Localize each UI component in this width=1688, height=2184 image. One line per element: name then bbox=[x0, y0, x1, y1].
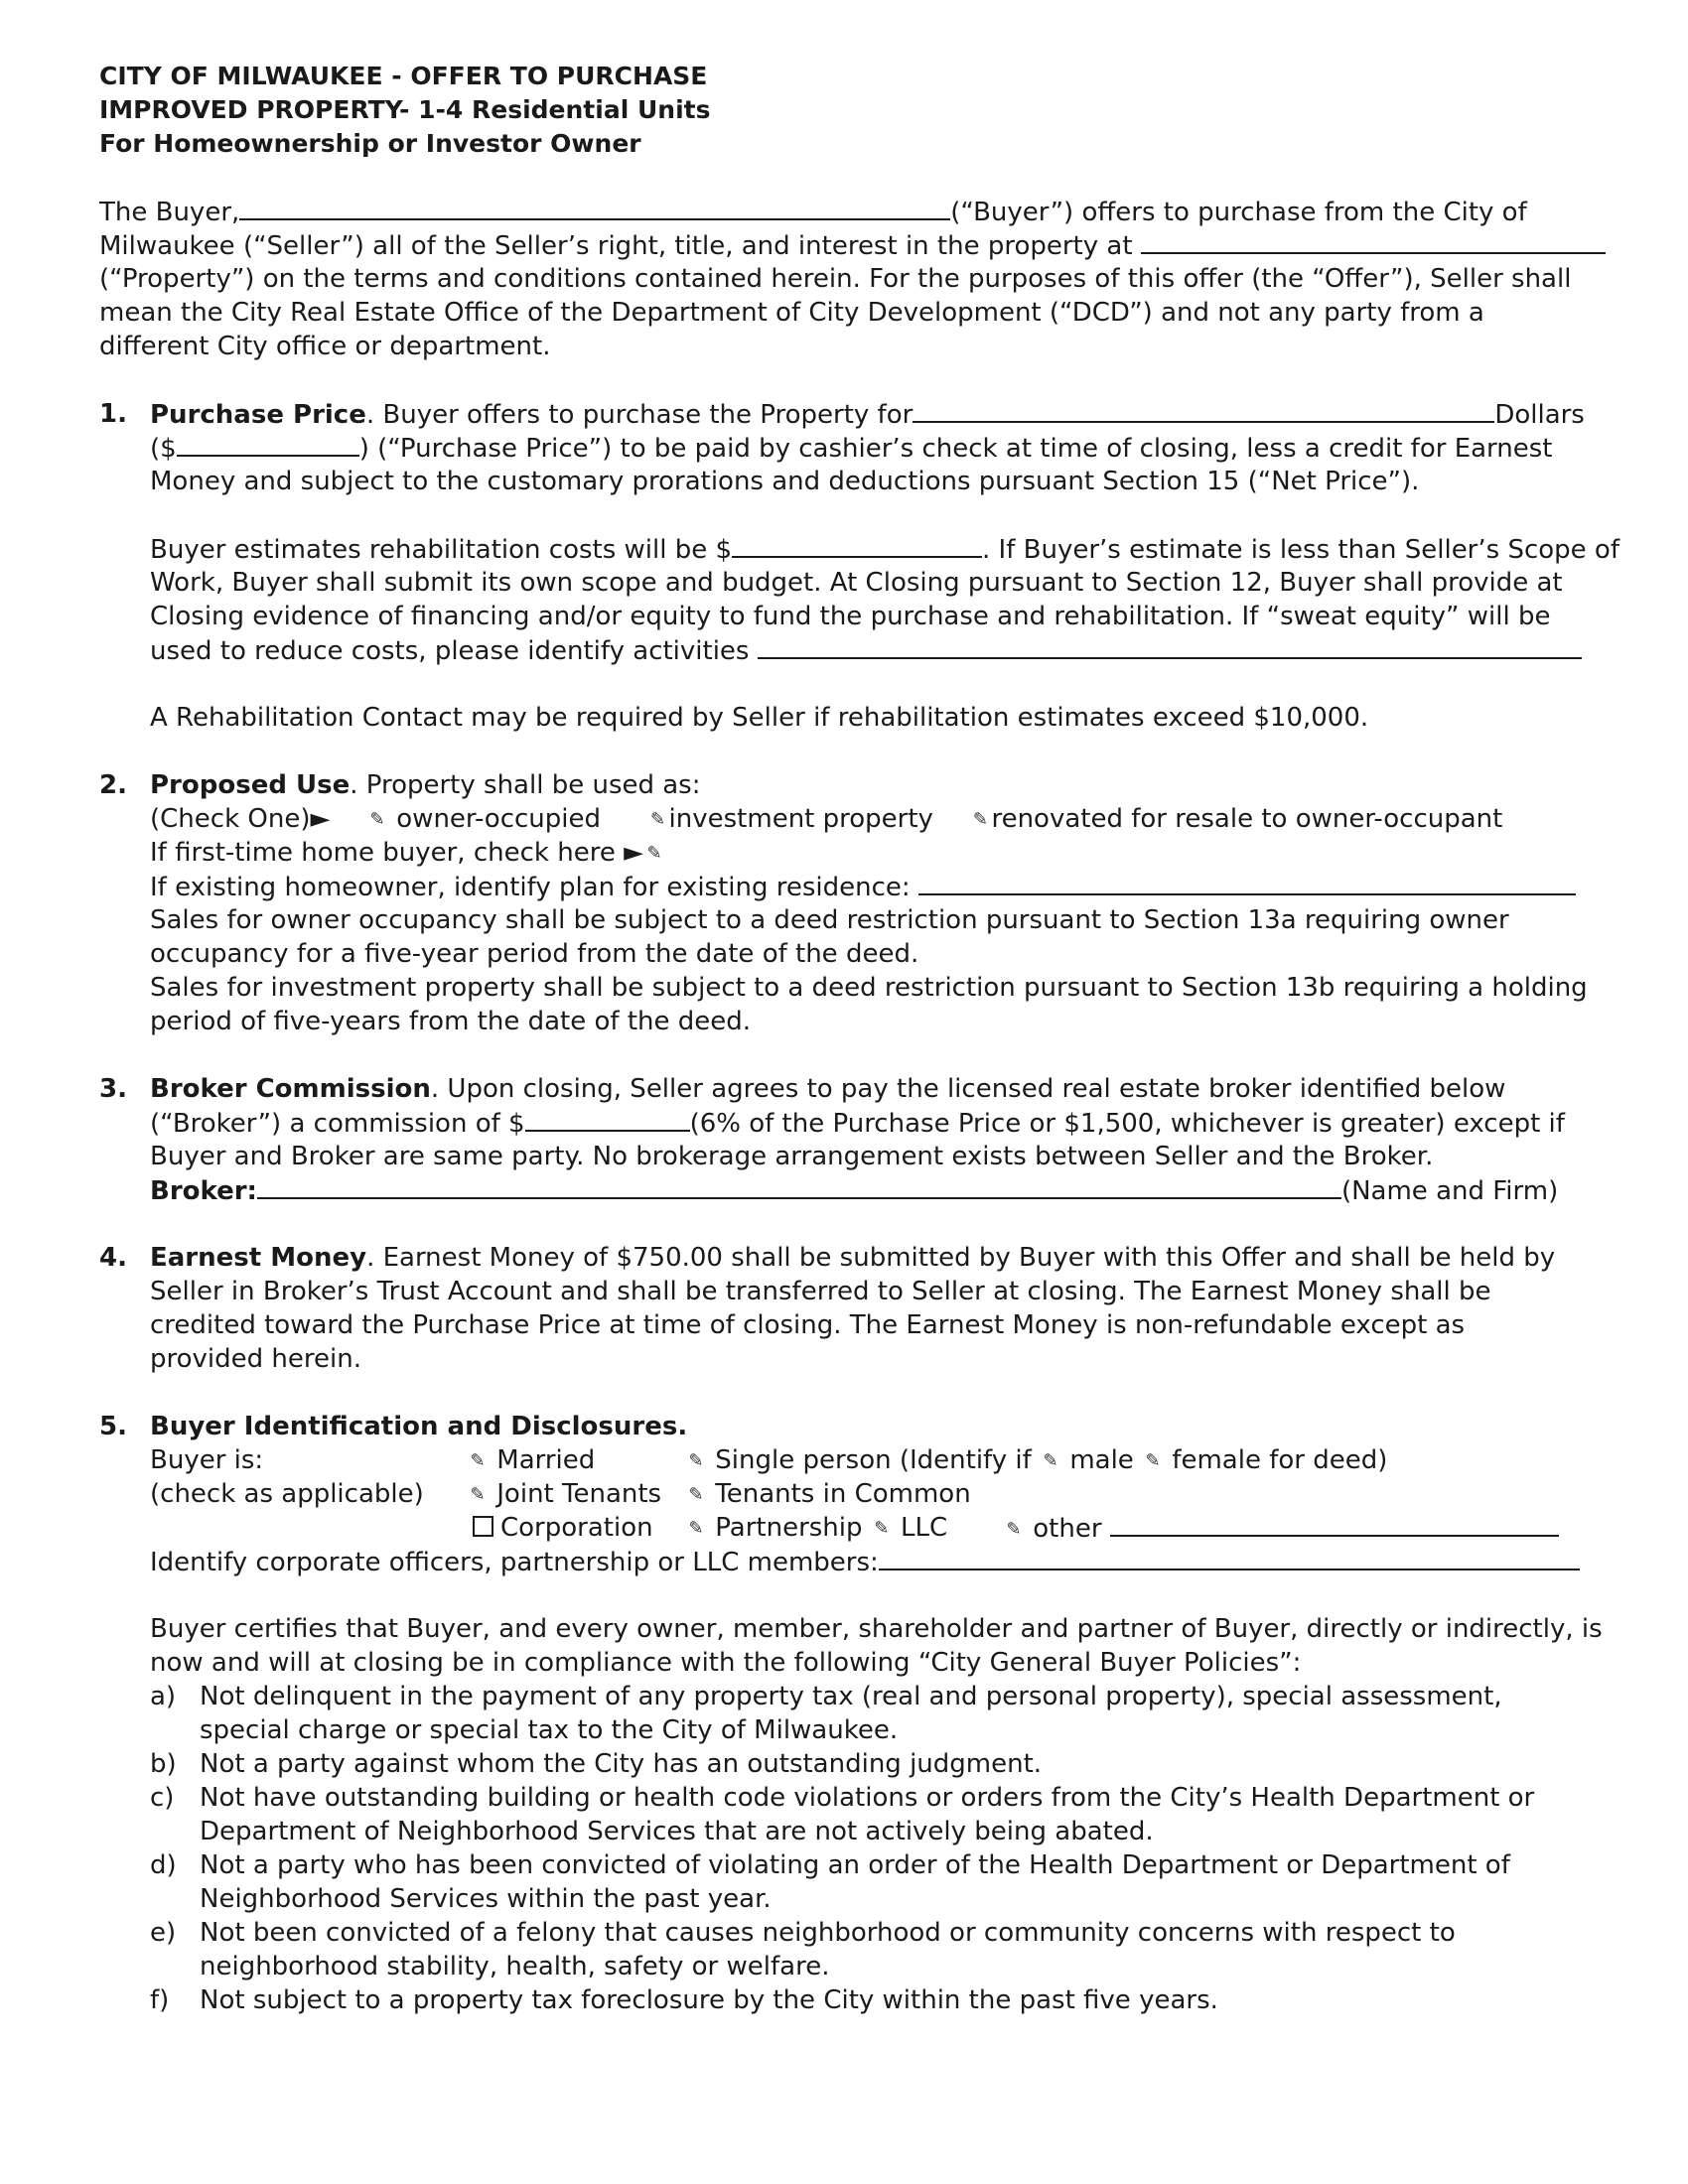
section-number: 3. bbox=[99, 1074, 127, 1104]
s2-first-time: If first-time home buyer, check here ► ✎ bbox=[150, 836, 665, 870]
s1-line-3: Money and subject to the customary prorations and deductions pursuant Section 15 (“Net Price”). bbox=[150, 467, 1420, 496]
list-item-letter: c) bbox=[150, 1783, 175, 1813]
list-item-cont: special charge or special tax to the City of Milwaukee. bbox=[200, 1715, 899, 1745]
list-item: Not have outstanding building or health code violations or orders from the City’s Health Department or bbox=[200, 1783, 1535, 1813]
intro-line-2: Milwaukee (“Seller”) all of the Seller’s right, title, and interest in the property at bbox=[99, 228, 1606, 262]
s4-line-4: provided herein. bbox=[150, 1344, 361, 1374]
s3-line-1: Broker Commission. Upon closing, Seller agrees to pay the licensed real estate broker identified below bbox=[150, 1074, 1506, 1104]
document-page bbox=[99, 60, 1619, 2144]
list-item-cont: Department of Neighborhood Services that are not actively being abated. bbox=[200, 1817, 1154, 1846]
s4-line-1: Earnest Money. Earnest Money of $750.00 shall be submitted by Buyer with this Offer and shall be held by bbox=[150, 1243, 1556, 1273]
s3-line-2: (“Broker”) a commission of $ (6% of the Purchase Price or $1,500, whichever is greater) except if bbox=[150, 1106, 1565, 1140]
s2-line-6: occupancy for a five-year period from the date of the deed. bbox=[150, 939, 919, 969]
s4-line-2: Seller in Broker’s Trust Account and shall be transferred to Seller at closing. The Earnest Money shall be bbox=[150, 1277, 1491, 1306]
checkbox-renovated-resale[interactable]: ✎ bbox=[972, 809, 989, 830]
checkbox-partnership[interactable]: ✎ bbox=[688, 1518, 704, 1539]
list-item: Not subject to a property tax foreclosure by the City within the past five years. bbox=[200, 1985, 1218, 2015]
list-item: Not been convicted of a felony that causes neighborhood or community concerns with respect to bbox=[200, 1918, 1456, 1948]
checkbox-corporation[interactable] bbox=[473, 1516, 493, 1537]
section-title: Proposed Use bbox=[150, 770, 351, 800]
list-item-cont: Neighborhood Services within the past year. bbox=[200, 1884, 772, 1914]
other-entity-field[interactable] bbox=[1110, 1511, 1559, 1537]
section-number: 5. bbox=[99, 1412, 127, 1441]
list-item: Not a party who has been convicted of violating an order of the Health Department or Department of bbox=[200, 1850, 1510, 1880]
existing-residence-plan-field[interactable] bbox=[918, 870, 1576, 895]
s1-p2-line-1: Buyer estimates rehabilitation costs will be $ . If Buyer’s estimate is less than Seller’s Scope of bbox=[150, 532, 1619, 566]
list-item-letter: e) bbox=[150, 1918, 177, 1948]
checkbox-owner-occupied[interactable]: ✎ bbox=[369, 809, 385, 830]
section-title: Purchase Price bbox=[150, 400, 366, 430]
checkbox-single-person[interactable]: ✎ bbox=[688, 1450, 704, 1471]
list-item-cont: neighborhood stability, health, safety or welfare. bbox=[200, 1952, 830, 1981]
section-title: Buyer Identification and Disclosures. bbox=[150, 1412, 688, 1441]
purchase-price-words-field[interactable] bbox=[913, 397, 1494, 423]
property-address-field[interactable] bbox=[1141, 228, 1606, 254]
doc-subtitle: IMPROVED PROPERTY- 1-4 Residential Units bbox=[99, 95, 711, 124]
purchase-price-amount-field[interactable] bbox=[177, 431, 359, 457]
s2-line-8: period of five-years from the date of the deed. bbox=[150, 1007, 752, 1036]
checkbox-tenants-in-common[interactable]: ✎ bbox=[688, 1484, 704, 1505]
checkbox-llc[interactable]: ✎ bbox=[874, 1518, 890, 1539]
list-item-letter: d) bbox=[150, 1850, 177, 1880]
s5-buyer-is: Buyer is: bbox=[150, 1445, 264, 1475]
checkbox-married[interactable]: ✎ bbox=[470, 1450, 486, 1471]
section-number: 4. bbox=[99, 1243, 127, 1273]
officers-members-field[interactable] bbox=[879, 1545, 1580, 1570]
s5-cert-line-1: Buyer certifies that Buyer, and every owner, member, shareholder and partner of Buyer, directly or indirectly, is bbox=[150, 1614, 1603, 1644]
section-title: Broker Commission bbox=[150, 1074, 431, 1104]
section-title: Earnest Money bbox=[150, 1243, 367, 1273]
commission-amount-field[interactable] bbox=[525, 1106, 690, 1132]
s1-p2-line-2: Work, Buyer shall submit its own scope and budget. At Closing pursuant to Section 12, Buyer shall provide at bbox=[150, 568, 1563, 598]
broker-name-field[interactable] bbox=[257, 1173, 1341, 1199]
list-item-letter: a) bbox=[150, 1682, 177, 1711]
s1-p3: A Rehabilitation Contact may be required by Seller if rehabilitation estimates exceed $10,000. bbox=[150, 703, 1369, 733]
intro-line-1: The Buyer, (“Buyer”) offers to purchase from the City of bbox=[99, 195, 1527, 228]
s1-p2-line-4: used to reduce costs, please identify activities bbox=[150, 633, 1582, 667]
s1-p2-line-3: Closing evidence of financing and/or equity to fund the purchase and rehabilitation. If “sweat equity” will be bbox=[150, 602, 1551, 631]
checkbox-joint-tenants[interactable]: ✎ bbox=[470, 1484, 486, 1505]
s5-cert-line-2: now and will at closing be in compliance with the following “City General Buyer Policies”: bbox=[150, 1648, 1302, 1678]
list-item-letter: b) bbox=[150, 1749, 177, 1779]
section-number: 1. bbox=[99, 399, 127, 429]
s5-row-1-col-1: ✎ Married bbox=[467, 1443, 595, 1477]
s2-use-options: (Check One)► ✎ owner-occupied ✎ investment property ✎ renovated for resale to owner-occupant bbox=[150, 802, 1502, 836]
checkbox-investment-property[interactable]: ✎ bbox=[650, 809, 666, 830]
rehab-cost-field[interactable] bbox=[732, 532, 982, 558]
section-number: 2. bbox=[99, 770, 127, 800]
s5-row-2-col-2: ✎ Tenants in Common bbox=[685, 1477, 971, 1511]
buyer-name-field[interactable] bbox=[239, 195, 950, 220]
s4-line-3: credited toward the Purchase Price at time of closing. The Earnest Money is non-refundable except as bbox=[150, 1310, 1466, 1340]
s5-row-3-col-2: ✎ Partnership ✎ LLC bbox=[685, 1511, 947, 1545]
s5-row-3-col-1: Corporation bbox=[473, 1511, 653, 1545]
intro-line-4: mean the City Real Estate Office of the Department of City Development (“DCD”) and not any party from a bbox=[99, 298, 1484, 328]
intro-line-5: different City office or department. bbox=[99, 332, 551, 361]
checkbox-male[interactable]: ✎ bbox=[1043, 1450, 1058, 1471]
s2-line-7: Sales for investment property shall be subject to a deed restriction pursuant to Section 13b requiring a holding bbox=[150, 973, 1588, 1003]
s2-existing: If existing homeowner, identify plan for existing residence: bbox=[150, 870, 1576, 903]
s5-row-3-col-3: ✎ other bbox=[1003, 1511, 1559, 1545]
s2-line-5: Sales for owner occupancy shall be subject to a deed restriction pursuant to Section 13a requiring owner bbox=[150, 905, 1509, 935]
s3-line-3: Buyer and Broker are same party. No brokerage arrangement exists between Seller and the Broker. bbox=[150, 1142, 1434, 1171]
checkbox-first-time-buyer[interactable]: ✎ bbox=[646, 843, 662, 864]
doc-subtitle-2: For Homeownership or Investor Owner bbox=[99, 129, 641, 158]
s5-row-2-col-1: ✎ Joint Tenants bbox=[467, 1477, 661, 1511]
s2-line-1: Proposed Use. Property shall be used as: bbox=[150, 770, 701, 800]
s5-check-applicable: (check as applicable) bbox=[150, 1479, 424, 1509]
s5-row-1-col-2: ✎ Single person (Identify if ✎ male ✎ female for deed) bbox=[685, 1443, 1387, 1477]
sweat-equity-field[interactable] bbox=[758, 633, 1582, 659]
list-item-letter: f) bbox=[150, 1985, 170, 2015]
s1-line-1: Purchase Price. Buyer offers to purchase the Property for Dollars bbox=[150, 397, 1585, 431]
list-item: Not delinquent in the payment of any property tax (real and personal property), special assessment, bbox=[200, 1682, 1502, 1711]
s3-broker-line: Broker: (Name and Firm) bbox=[150, 1173, 1558, 1207]
checkbox-female[interactable]: ✎ bbox=[1145, 1450, 1161, 1471]
intro-line-3: (“Property”) on the terms and conditions contained herein. For the purposes of this offer (the “Offer”), Seller shall bbox=[99, 264, 1572, 294]
s5-officers: Identify corporate officers, partnership or LLC members: bbox=[150, 1545, 1580, 1578]
checkbox-other[interactable]: ✎ bbox=[1006, 1519, 1022, 1540]
s1-line-2: ($ ) (“Purchase Price”) to be paid by cashier’s check at time of closing, less a credit for Earnest bbox=[150, 431, 1553, 465]
doc-title: CITY OF MILWAUKEE - OFFER TO PURCHASE bbox=[99, 62, 708, 90]
list-item: Not a party against whom the City has an outstanding judgment. bbox=[200, 1749, 1043, 1779]
